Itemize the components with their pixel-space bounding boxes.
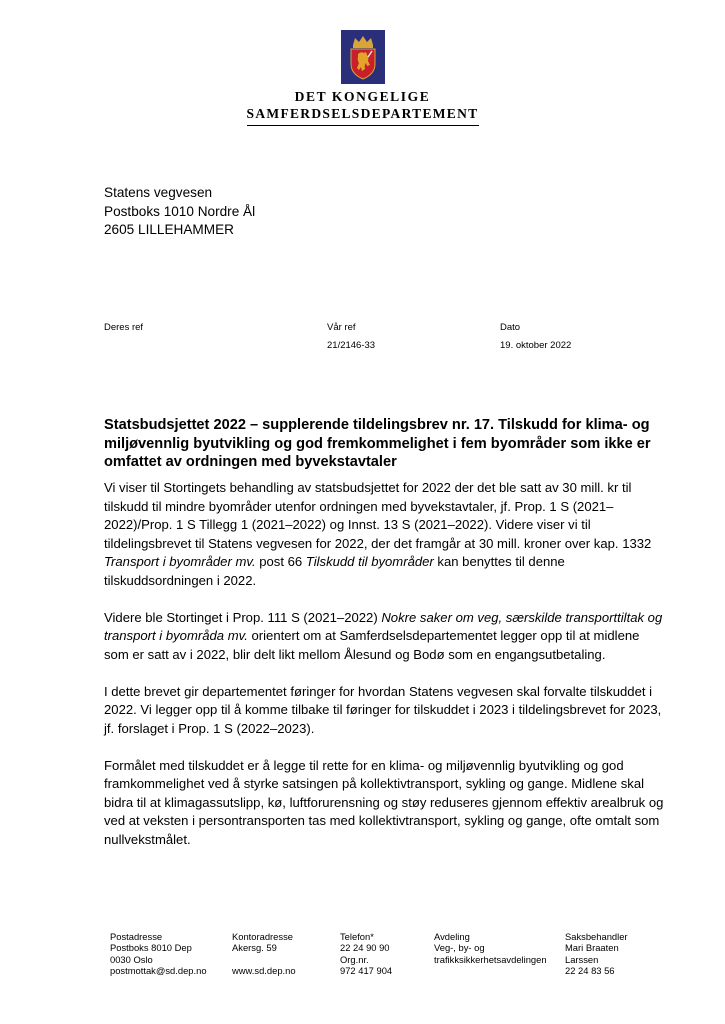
deres-ref-block bbox=[104, 319, 143, 337]
footer-postadresse: Postadresse Postboks 8010 Dep 0030 Oslo postmottak@sd.dep.no bbox=[110, 931, 207, 976]
var-ref-label: Vår ref bbox=[327, 322, 356, 333]
footer-avdeling: Avdeling Veg-, by- og trafikksikkerhetsavdelingen bbox=[434, 931, 547, 965]
letterhead-divider bbox=[247, 125, 479, 126]
body-paragraph-2: Videre ble Stortinget i Prop. 111 S (2021–2022) Nokre saker om veg, særskilde transporttiltak og transport i byområda mv. orientert om at Samferdselsdepartementet legger opp til at midlene som er satt av i 2022, blir delt likt mellom Ålesund og Bodø som en engangsutbetaling. bbox=[104, 609, 663, 662]
dato-label: Dato bbox=[500, 322, 521, 333]
dato-block bbox=[500, 319, 571, 355]
footer-kontoradresse: Kontoradresse Akersg. 59 www.sd.dep.no bbox=[232, 931, 296, 976]
recipient-address bbox=[104, 184, 255, 240]
var-ref-value: 21/2146-33 bbox=[327, 340, 376, 351]
body-paragraph-4: Formålet med tilskuddet er å legge til rette for en klima- og miljøvennlig byutvikling og god framkommelighet ved å styrke satsingen på kollektivtransport, sykling og gange. Midlene skal bidra til at klimagassutslipp, kø, luftforurensning og støy reduseres gjennom effektiv arealbruk og ved at veksten i persontransporten tas med kollektivtransport, sykling og gange, ofte omtalt som nullvekstmålet. bbox=[104, 757, 664, 847]
ministry-name-line1: DET KONGELIGE bbox=[294, 89, 431, 104]
dato-value: 19. oktober 2022 bbox=[500, 340, 572, 351]
deres-ref-label: Deres ref bbox=[104, 322, 144, 333]
recipient-name: Statens vegvesen bbox=[104, 185, 213, 200]
letter-body bbox=[104, 479, 664, 868]
letter-title: Statsbudsjettet 2022 – supplerende tildelingsbrev nr. 17. Tilskudd for klima- og miljøvennlig byutvikling og god fremkommelighet i fem byområder som ikke er omfattet av ordningen med byvekstavtaler bbox=[104, 417, 651, 470]
ministry-name-line2: SAMFERDSELSDEPARTEMENT bbox=[246, 106, 479, 121]
var-ref-block bbox=[327, 319, 375, 355]
norwegian-coat-of-arms-icon bbox=[341, 30, 385, 84]
footer-saksbehandler: Saksbehandler Mari Braaten Larssen 22 24 83 56 bbox=[565, 931, 628, 976]
body-paragraph-3: I dette brevet gir departementet føringer for hvordan Statens vegvesen skal forvalte tilskuddet i 2022. Vi legger opp til å komme tilbake til føringer for tilskuddet i 2023 i tildelingsbrevet for 2023, jf. forslaget i Prop. 1 S (2022–2023). bbox=[104, 683, 662, 736]
recipient-street: Postboks 1010 Nordre Ål bbox=[104, 203, 256, 219]
footer-telefon: Telefon* 22 24 90 90 Org.nr. 972 417 904 bbox=[340, 931, 393, 976]
body-paragraph-1: Vi viser til Stortingets behandling av statsbudsjettet for 2022 der det ble satt av 30 mill. kr til tilskudd til mindre byområder utenfor ordningen med byvekstavtaler, jf. Prop. 1 S (2021–2022)/Prop. 1 S Tillegg 1 (2021–2022) og Innst. 13 S (2021–2022). Videre viser vi til tildelingsbrevet til Statens vegvesen for 2022, der det framgår at 30 mill. kroner over kap. 1332 Transport i byområder mv. post 66 Tilskudd til byområder kan benyttes til denne tilskuddsordningen i 2022. bbox=[104, 480, 652, 588]
recipient-postal: 2605 LILLEHAMMER bbox=[104, 222, 234, 237]
letterhead bbox=[0, 30, 725, 126]
